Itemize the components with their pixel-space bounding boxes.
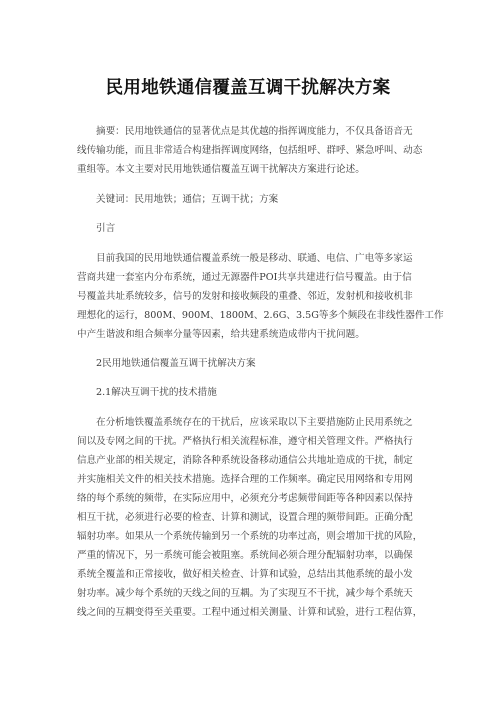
abstract-line: 重组等。本文主要对民用地铁通信覆盖互调干扰解决方案进行论述。	[77, 164, 365, 175]
paragraph-line: 营商共建一套室内分布系统，通过无源器件POI共享共建进行信号覆盖。由于信	[77, 272, 412, 283]
abstract-line: 摘要：民用地铁通信的显著优点是其优越的指挥调度能力，不仅具备语音无	[96, 126, 413, 137]
paragraph-line: 射功率。减少每个系统的天线之间的互耦。为了实现互不干扰，减少每个系统天	[77, 588, 413, 599]
paragraph-line: 辐射功率。如果从一个系统传输到另一个系统的功率过高，则会增加干扰的风险，	[77, 531, 423, 542]
paragraph-line: 信息产业部的相关规定，消除各种系统设备移动通信公共地址造成的干扰，制定	[77, 455, 413, 466]
section-heading: 引言	[96, 223, 116, 234]
paragraph-line: 中产生谐波和组合频率分量等因素，给共建系统造成带内干扰问题。	[77, 329, 365, 340]
paragraph-line: 线之间的互耦变得至关重要。工程中通过相关测量、计算和试验，进行工程估算，	[77, 607, 423, 618]
paragraph-line: 相互干扰，必须进行必要的检查、计算和测试，设置合理的频带间距。正确分配	[77, 512, 413, 523]
paragraph-line: 络的每个系统的频带，在实际应用中，必须充分考虑频带间距等各种因素以保持	[77, 493, 413, 504]
section-heading: 2民用地铁通信覆盖互调干扰解决方案	[96, 358, 256, 369]
paragraph-line: 并实施相关文件的相关技术措施。选择合理的工作频率。确定民用网络和专用网	[77, 474, 413, 485]
paragraph-line: 在分析地铁覆盖系统存在的干扰后，应该采取以下主要措施防止民用系统之	[96, 417, 413, 428]
subsection-heading: 2.1解决互调干扰的技术措施	[96, 387, 217, 398]
paragraph-line: 严重的情况下，另一系统可能会被阻塞。系统间必须合理分配辐射功率，以确保	[77, 550, 413, 561]
paragraph-line: 系统全覆盖和正常接收，做好相关检查、计算和试验，总结出其他系统的最小发	[77, 569, 413, 580]
keywords-line: 关键词：民用地铁；通信；互调干扰；方案	[96, 194, 279, 205]
paragraph-line: 目前我国的民用地铁通信覆盖系统一般是移动、联通、电信、广电等多家运	[96, 253, 413, 264]
page-title: 民用地铁通信覆盖互调干扰解决方案	[105, 78, 391, 98]
abstract-line: 线传输功能，而且非常适合构建指挥调度网络，包括组呼、群呼、紧急呼叫、动态	[77, 145, 423, 156]
paragraph-line: 号覆盖共址系统较多，信号的发射和接收频段的重叠、邻近，发射机和接收机非	[77, 291, 413, 302]
paragraph-line: 间以及专网之间的干扰。严格执行相关流程标准，遵守相关管理文件。严格执行	[77, 436, 413, 447]
paragraph-line: 理想化的运行，800M、900M、1800M、2.6G、3.5G等多个频段在非线性器件工作	[77, 310, 444, 321]
